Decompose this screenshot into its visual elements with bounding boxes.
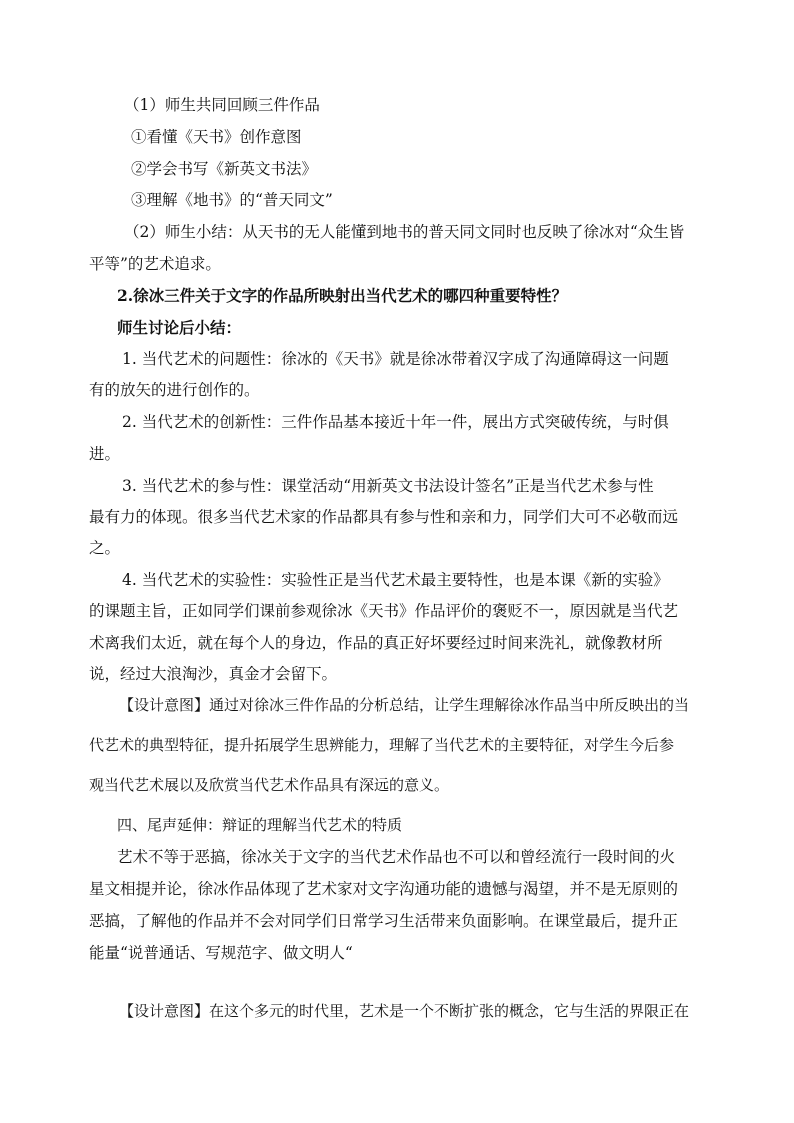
section-four-heading: 四、尾声延伸：辩证的理解当代艺术的特质 <box>117 816 403 834</box>
feature-1-line-2: 有的放矢的进行创作的。 <box>89 381 260 399</box>
design-intent-1-line-3: 观当代艺术展以及欣赏当代艺术作品具有深远的意义。 <box>89 776 450 794</box>
design-intent-1-line-2: 代艺术的典型特征，提升拓展学生思辨能力，理解了当代艺术的主要特征，对学生今后参 <box>89 736 675 754</box>
extension-line-3: 恶搞，了解他的作品并不会对同学们日常学习生活带来负面影响。在课堂最后，提升正 <box>89 912 679 930</box>
list-item-3: ③理解《地书》的“普天同文” <box>131 191 333 209</box>
summary-line-2: 平等”的艺术追求。 <box>89 255 221 273</box>
extension-line-2: 星文相提并论，徐冰作品体现了艺术家对文字沟通功能的遗憾与渴望，并不是无原则的 <box>89 880 679 898</box>
list-item-1: ①看懂《天书》创作意图 <box>131 128 302 146</box>
feature-4-line-2: 的课题主旨，正如同学们课前参观徐冰《天书》作品评价的褒贬不一，原因就是当代艺 <box>89 602 679 620</box>
question-heading: 2.徐冰三件关于文字的作品所映射出当代艺术的哪四种重要特性？ <box>117 286 568 305</box>
feature-2-line-2: 进。 <box>89 445 121 463</box>
feature-2-line-1: 2. 当代艺术的创新性：三件作品基本接近十年一件，展出方式突破传统，与时俱 <box>122 413 669 431</box>
discussion-heading: 师生讨论后小结： <box>117 318 242 337</box>
feature-3-line-3: 之。 <box>89 539 121 557</box>
feature-4-line-4: 说，经过大浪淘沙，真金才会留下。 <box>89 665 338 683</box>
feature-1-line-1: 1. 当代艺术的问题性：徐冰的《天书》就是徐冰带着汉字成了沟通障碍这一问题 <box>122 350 669 368</box>
feature-4-line-1: 4. 当代艺术的实验性：实验性正是当代艺术最主要特性，也是本课《新的实验》 <box>122 571 669 589</box>
section-item-1: （1）师生共同回顾三件作品 <box>124 96 320 114</box>
design-intent-2-line-1: 【设计意图】在这个多元的时代里，艺术是一个不断扩张的概念，它与生活的界限正在 <box>119 1002 690 1020</box>
list-item-2: ②学会书写《新英文书法》 <box>131 160 318 178</box>
extension-line-1: 艺术不等于恶搞，徐冰关于文字的当代艺术作品也不可以和曾经流行一段时间的火 <box>117 848 676 866</box>
summary-line-1: （2）师生小结：从天书的无人能懂到地书的普天同文同时也反映了徐冰对“众生皆 <box>124 223 685 241</box>
feature-3-line-1: 3. 当代艺术的参与性：课堂活动“用新英文书法设计签名”正是当代艺术参与性 <box>122 477 654 495</box>
feature-3-line-2: 最有力的体现。很多当代艺术家的作品都具有参与性和亲和力，同学们大可不必敬而远 <box>89 508 679 526</box>
design-intent-1-line-1: 【设计意图】通过对徐冰三件作品的分析总结，让学生理解徐冰作品当中所反映出的当 <box>119 696 690 714</box>
feature-4-line-3: 术离我们太近，就在每个人的身边，作品的真正好坏要经过时间来洗礼，就像教材所 <box>89 634 663 652</box>
extension-line-4: 能量“说普通话、写规范字、做文明人“ <box>89 944 353 962</box>
